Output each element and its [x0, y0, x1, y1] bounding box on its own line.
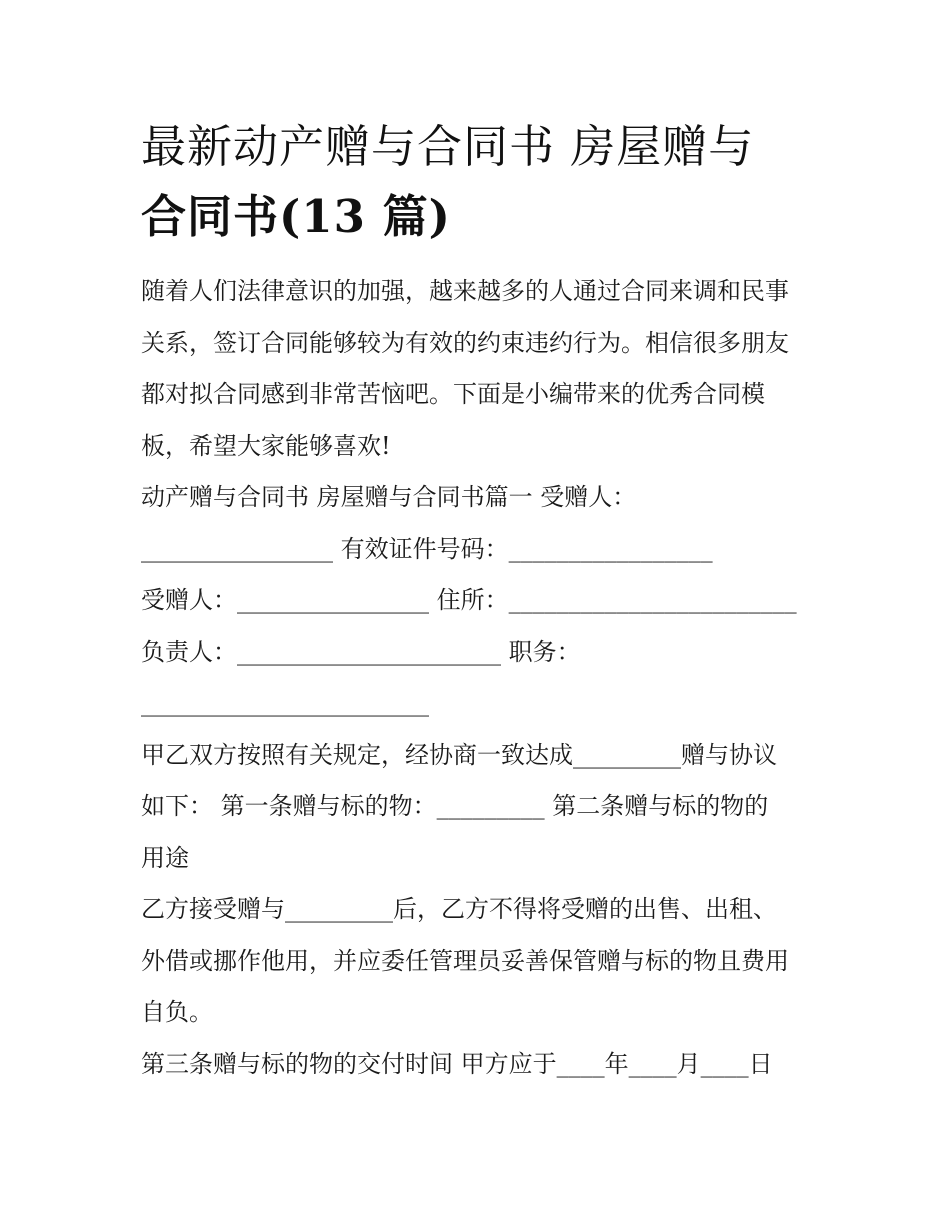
document-body	[141, 266, 816, 1090]
title-line-1: 最新动产赠与合同书 房屋赠与	[141, 120, 755, 173]
document-content	[141, 112, 816, 1090]
paragraph-line: 甲乙双方按照有关规定，经协商一致达成_________赠与协议	[141, 740, 777, 769]
form-field-line: 受赠人：________________ 住所：________________________	[141, 586, 797, 614]
section-heading-line: 动产赠与合同书 房屋赠与合同书篇一 受赠人：	[141, 483, 637, 511]
paragraph-line: 随着人们法律意识的加强，越来越多的人通过合同来调和民事	[141, 277, 789, 305]
paragraph-line: 乙方接受赠与_________后，乙方不得将受赠的出售、出租、	[141, 895, 777, 923]
paragraph-line: 板，希望大家能够喜欢!	[141, 431, 391, 460]
document-title	[141, 112, 816, 252]
form-field-line: 负责人：______________________ 职务：	[141, 637, 581, 666]
paragraph-line: 自负。	[141, 998, 213, 1026]
paragraph-line: 都对拟合同感到非常苦恼吧。下面是小编带来的优秀合同模	[141, 380, 765, 408]
form-field-line: ________________________	[141, 689, 429, 717]
title-line-2: 合同书(13 篇)	[141, 190, 451, 243]
paragraph-line: 第三条赠与标的物的交付时间 甲方应于____年____月____日	[141, 1049, 773, 1078]
paragraph-line: 如下： 第一条赠与标的物：_________ 第二条赠与标的物的	[141, 792, 769, 820]
paragraph-line: 用途	[141, 843, 189, 872]
form-field-line: ________________ 有效证件号码：_________________	[141, 534, 713, 563]
paragraph-line: 关系，签订合同能够较为有效的约束违约行为。相信很多朋友	[141, 328, 789, 357]
paragraph-line: 外借或挪作他用，并应委任管理员妥善保管赠与标的物且费用	[141, 946, 789, 975]
